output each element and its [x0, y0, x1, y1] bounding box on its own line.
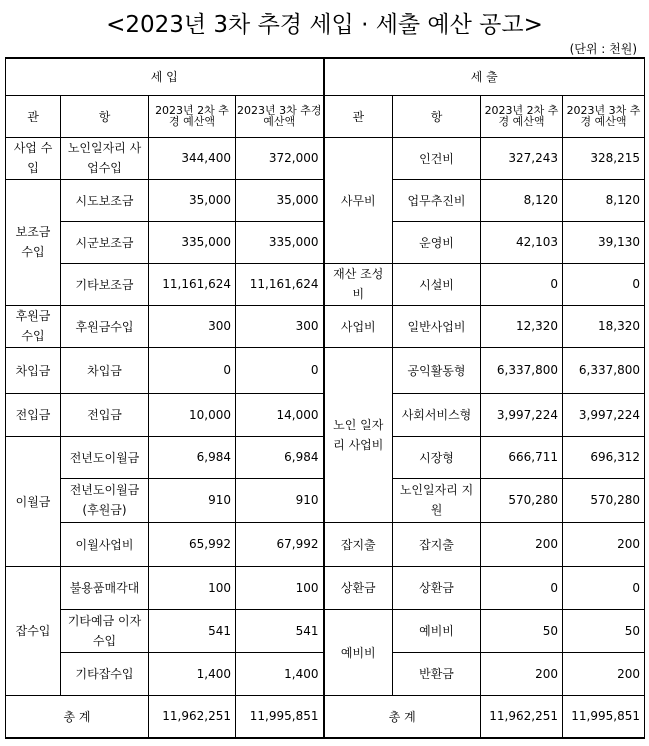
- expenditure-budget3: 328,215: [563, 137, 645, 179]
- expenditure-budget2: 8,120: [481, 179, 563, 221]
- page-title: <2023년 3차 추경 세입 · 세출 예산 공고>: [106, 12, 543, 38]
- expenditure-budget2: 200: [481, 652, 563, 695]
- expenditure-budget3: 696,312: [563, 436, 645, 478]
- revenue-gwan: 보조금 수입: [6, 179, 61, 305]
- revenue-hang: 기타보조금: [61, 263, 149, 305]
- expenditure-hang: 일반사업비: [393, 305, 481, 347]
- expenditure-hang: 상환금: [393, 566, 481, 609]
- revenue-total-budget3: 11,995,851: [236, 695, 324, 738]
- revenue-budget3: 372,000: [236, 137, 324, 179]
- revenue-hang: 후원금수입: [61, 305, 149, 347]
- expenditure-hang: 반환금: [393, 652, 481, 695]
- expenditure-budget2: 0: [481, 263, 563, 305]
- expenditure-hang: 인건비: [393, 137, 481, 179]
- revenue-budget3: 6,984: [236, 436, 324, 478]
- expenditure-budget2: 666,711: [481, 436, 563, 478]
- revenue-budget3: 35,000: [236, 179, 324, 221]
- expenditure-hang: 시설비: [393, 263, 481, 305]
- revenue-hang: 이월사업비: [61, 522, 149, 566]
- table-row: [6, 263, 645, 305]
- expenditure-budget2: 6,337,800: [481, 347, 563, 393]
- expenditure-hang: 업무추진비: [393, 179, 481, 221]
- expenditure-total-label: 총 계: [324, 695, 481, 738]
- expenditure-budget3: 18,320: [563, 305, 645, 347]
- expenditure-budget3: 39,130: [563, 221, 645, 263]
- totals-row: [6, 695, 645, 738]
- revenue-hang: 기타예금 이자수입: [61, 609, 149, 652]
- revenue-gwan: 차입금: [6, 347, 61, 393]
- revenue-hang: 전년도이월금 (후원금): [61, 478, 149, 522]
- revenue-budget2-header: 2023년 2차 추경 예산액: [149, 95, 236, 137]
- revenue-header: 세 입: [6, 58, 324, 95]
- revenue-hang: 전년도이월금: [61, 436, 149, 478]
- revenue-budget2: 10,000: [149, 393, 236, 436]
- expenditure-budget3: 0: [563, 263, 645, 305]
- revenue-gwan: 후원금 수입: [6, 305, 61, 347]
- expenditure-budget3: 6,337,800: [563, 347, 645, 393]
- revenue-budget2: 11,161,624: [149, 263, 236, 305]
- expenditure-budget2: 200: [481, 522, 563, 566]
- revenue-budget3: 1,400: [236, 652, 324, 695]
- expenditure-gwan: 잡지출: [324, 522, 393, 566]
- revenue-hang: 기타잡수입: [61, 652, 149, 695]
- expenditure-hang: 예비비: [393, 609, 481, 652]
- expenditure-budget2: 3,997,224: [481, 393, 563, 436]
- revenue-gwan: 전입금: [6, 393, 61, 436]
- revenue-hang: 시군보조금: [61, 221, 149, 263]
- expenditure-budget3-header: 2023년 3차 추경 예산액: [563, 95, 645, 137]
- revenue-budget3: 0: [236, 347, 324, 393]
- expenditure-budget3: 570,280: [563, 478, 645, 522]
- revenue-budget3: 11,161,624: [236, 263, 324, 305]
- expenditure-total-budget2: 11,962,251: [481, 695, 563, 738]
- expenditure-total-budget3: 11,995,851: [563, 695, 645, 738]
- expenditure-budget2: 42,103: [481, 221, 563, 263]
- expenditure-budget3: 50: [563, 609, 645, 652]
- revenue-hang-header: 항: [61, 95, 149, 137]
- revenue-budget2: 100: [149, 566, 236, 609]
- table-row: [6, 566, 645, 609]
- revenue-budget2: 335,000: [149, 221, 236, 263]
- expenditure-budget2: 12,320: [481, 305, 563, 347]
- expenditure-budget3: 3,997,224: [563, 393, 645, 436]
- expenditure-budget3: 0: [563, 566, 645, 609]
- revenue-gwan: 이월금: [6, 436, 61, 566]
- revenue-budget3: 541: [236, 609, 324, 652]
- budget-table: [5, 57, 645, 739]
- expenditure-budget3: 8,120: [563, 179, 645, 221]
- expenditure-hang: 사회서비스형: [393, 393, 481, 436]
- revenue-budget2: 541: [149, 609, 236, 652]
- revenue-budget2: 6,984: [149, 436, 236, 478]
- revenue-total-label: 총 계: [6, 695, 149, 738]
- revenue-gwan: 잡수입: [6, 566, 61, 695]
- expenditure-gwan: 사무비: [324, 137, 393, 263]
- revenue-budget2: 0: [149, 347, 236, 393]
- expenditure-hang-header: 항: [393, 95, 481, 137]
- revenue-gwan: 사업 수입: [6, 137, 61, 179]
- revenue-hang: 노인일자리 사업수입: [61, 137, 149, 179]
- revenue-gwan-header: 관: [6, 95, 61, 137]
- expenditure-budget3: 200: [563, 522, 645, 566]
- revenue-budget2: 910: [149, 478, 236, 522]
- expenditure-budget2: 570,280: [481, 478, 563, 522]
- revenue-budget2: 35,000: [149, 179, 236, 221]
- table-row: [6, 609, 645, 652]
- expenditure-header: 세 출: [324, 58, 645, 95]
- table-row: [6, 305, 645, 347]
- unit-note: (단위 : 천원): [569, 42, 637, 56]
- revenue-hang: 불용품매각대: [61, 566, 149, 609]
- revenue-budget2: 65,992: [149, 522, 236, 566]
- revenue-budget3: 14,000: [236, 393, 324, 436]
- revenue-hang: 차입금: [61, 347, 149, 393]
- revenue-hang: 전입금: [61, 393, 149, 436]
- expenditure-hang: 운영비: [393, 221, 481, 263]
- expenditure-hang: 잡지출: [393, 522, 481, 566]
- expenditure-budget2-header: 2023년 2차 추경 예산액: [481, 95, 563, 137]
- revenue-budget3-header: 2023년 3차 추경 예산액: [236, 95, 324, 137]
- expenditure-hang: 시장형: [393, 436, 481, 478]
- expenditure-hang: 공익활동형: [393, 347, 481, 393]
- expenditure-hang: 노인일자리 지원: [393, 478, 481, 522]
- expenditure-gwan: 노인 일자리 사업비: [324, 347, 393, 522]
- expenditure-budget2: 327,243: [481, 137, 563, 179]
- revenue-budget2: 300: [149, 305, 236, 347]
- revenue-budget3: 335,000: [236, 221, 324, 263]
- expenditure-budget2: 0: [481, 566, 563, 609]
- revenue-budget3: 67,992: [236, 522, 324, 566]
- expenditure-gwan: 상환금: [324, 566, 393, 609]
- expenditure-gwan: 사업비: [324, 305, 393, 347]
- expenditure-gwan: 재산 조성비: [324, 263, 393, 305]
- revenue-budget3: 300: [236, 305, 324, 347]
- revenue-budget3: 910: [236, 478, 324, 522]
- expenditure-budget2: 50: [481, 609, 563, 652]
- revenue-budget2: 1,400: [149, 652, 236, 695]
- revenue-total-budget2: 11,962,251: [149, 695, 236, 738]
- table-row: [6, 522, 645, 566]
- expenditure-gwan-header: 관: [324, 95, 393, 137]
- table-row: [6, 137, 645, 179]
- revenue-budget3: 100: [236, 566, 324, 609]
- table-row: [6, 347, 645, 393]
- revenue-budget2: 344,400: [149, 137, 236, 179]
- revenue-hang: 시도보조금: [61, 179, 149, 221]
- expenditure-gwan: 예비비: [324, 609, 393, 695]
- expenditure-budget3: 200: [563, 652, 645, 695]
